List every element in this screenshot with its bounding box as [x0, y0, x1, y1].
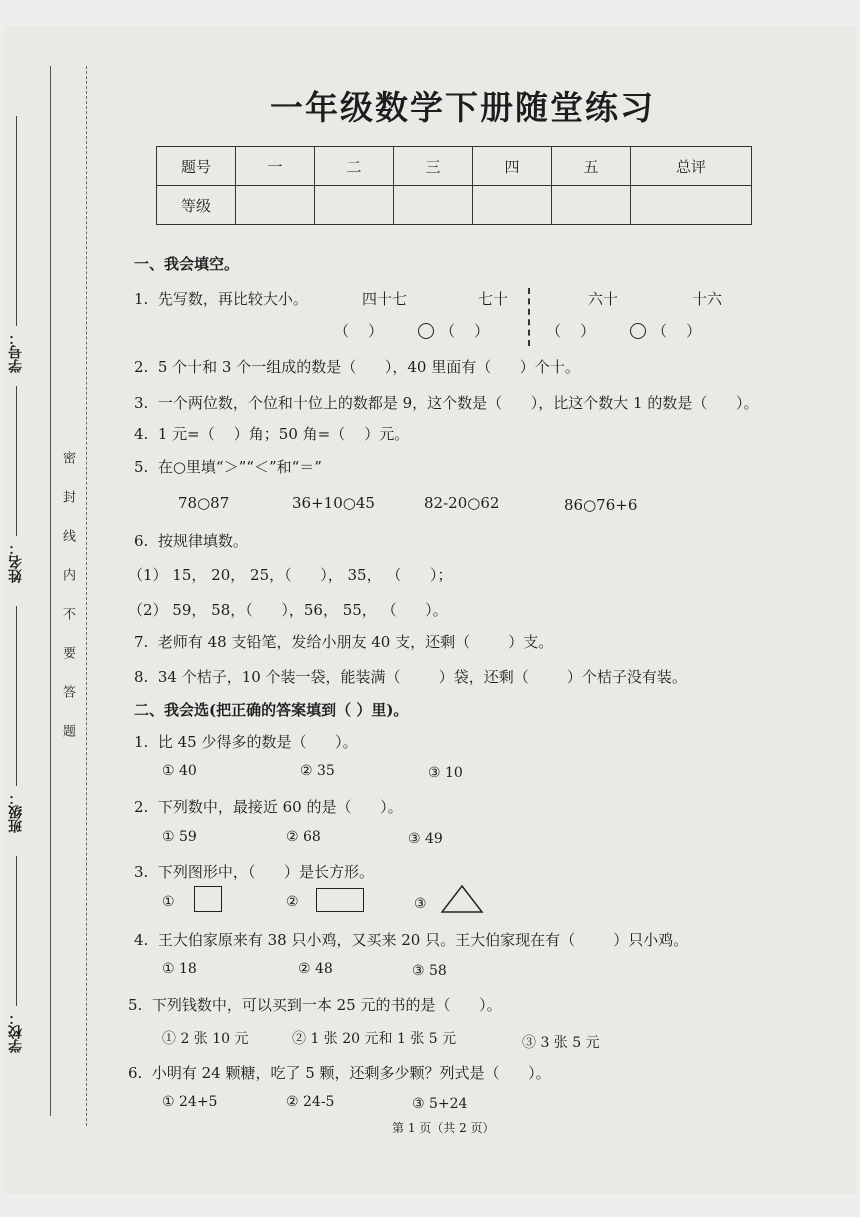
s2-q5-option[interactable]: ③ 3 张 5 元 [522, 1035, 600, 1051]
binding-solid-line [50, 66, 51, 1116]
binding-margin [4, 26, 94, 1194]
score-header-row [157, 147, 752, 186]
grade-cell[interactable] [552, 186, 631, 225]
q1-answer-blank[interactable]: （ ） [440, 322, 490, 340]
binding-notice: 密封线内不要答题 [60, 451, 75, 763]
s2-q2-text: 2. 下列数中，最接近 60 的是（ ）。 [134, 798, 403, 816]
q1-answer-blank[interactable]: （ ） [652, 322, 702, 340]
section1-heading: 一、我会填空。 [134, 255, 240, 273]
score-header-cell: 四 [473, 147, 552, 186]
s2-q3-option[interactable]: ② [286, 894, 299, 910]
s2-q1-option[interactable]: ① 40 [162, 763, 197, 779]
grade-cell[interactable] [394, 186, 473, 225]
grade-cell[interactable] [236, 186, 315, 225]
grade-row-label: 等级 [157, 186, 236, 225]
q1-word-1: 四十七 [362, 290, 408, 308]
s2-q2-option[interactable]: ② 68 [286, 829, 321, 845]
s2-q3-option[interactable]: ③ [414, 896, 427, 912]
score-grade-row [157, 186, 752, 225]
s2-q1-option[interactable]: ② 35 [300, 763, 335, 779]
score-header-cell: 总评 [631, 147, 752, 186]
s2-q6-text: 6. 小明有 24 颗糖，吃了 5 颗，还剩多少颗？列式是（ ）。 [128, 1064, 551, 1082]
q1-word-3: 六十 [588, 290, 619, 308]
score-header-cell: 五 [552, 147, 631, 186]
rectangle-shape [316, 888, 364, 912]
q1-word-4: 十六 [692, 290, 723, 308]
s2-q6-option[interactable]: ① 24+5 [162, 1094, 218, 1110]
page-footer: 第 1 页（共 2 页） [392, 1121, 495, 1135]
q8-text: 8. 34 个桔子，10 个装一袋，能装满（ ）袋，还剩（ ）个桔子没有装。 [134, 668, 687, 686]
q7-text: 7. 老师有 48 支铅笔，发给小朋友 40 支，还剩（ ）支。 [134, 633, 554, 651]
s2-q4-text: 4. 王大伯家原来有 38 只小鸡，又买来 20 只。王大伯家现在有（ ）只小鸡。 [134, 931, 689, 949]
section2-heading: 二、我会选(把正确的答案填到（ ）里)。 [134, 701, 409, 719]
s2-q5-text: 5. 下列钱数中，可以买到一本 25 元的书的是（ ）。 [128, 996, 502, 1014]
q1-word-2: 七十 [478, 290, 509, 308]
student-id-label: 学号： [8, 331, 24, 373]
score-header-cell: 题号 [157, 147, 236, 186]
q4-text: 4. 1 元=（ ）角；50 角=（ ）元。 [134, 425, 410, 443]
s2-q1-text: 1. 比 45 少得多的数是（ ）。 [134, 733, 358, 751]
school-blank[interactable] [16, 856, 17, 1006]
grade-cell[interactable] [315, 186, 394, 225]
q1-answer-blank[interactable]: （ ） [334, 322, 384, 340]
grade-cell[interactable] [631, 186, 752, 225]
q2-text: 2. 5 个十和 3 个一组成的数是（ ），40 里面有（ ）个十。 [134, 358, 580, 376]
compare-circle[interactable] [630, 323, 646, 339]
school-label: 学校： [8, 1011, 24, 1053]
s2-q4-option[interactable]: ① 18 [162, 961, 197, 977]
score-header-cell: 一 [236, 147, 315, 186]
s2-q5-option[interactable]: ② 1 张 20 元和 1 张 5 元 [292, 1031, 457, 1047]
score-header-cell: 三 [394, 147, 473, 186]
q1-text: 1. 先写数，再比较大小。 [134, 290, 308, 308]
q6-part-2: （2） 59， 58，（ ），56， 55， （ ）。 [128, 601, 448, 619]
class-blank[interactable] [16, 606, 17, 786]
class-label: 班级： [8, 791, 24, 833]
s2-q3-text: 3. 下列图形中，（ ）是长方形。 [134, 863, 374, 881]
q3-text: 3. 一个两位数，个位和十位上的数都是 9，这个数是（ ），比这个数大 1 的数是（ ）。 [134, 394, 759, 412]
s2-q6-option[interactable]: ③ 5+24 [412, 1096, 468, 1112]
s2-q5-option[interactable]: ① 2 张 10 元 [162, 1031, 249, 1047]
name-label: 姓名： [8, 541, 24, 583]
s2-q2-option[interactable]: ③ 49 [408, 831, 443, 847]
s2-q4-option[interactable]: ② 48 [298, 961, 333, 977]
q5-item: 36+10○45 [292, 494, 375, 512]
student-id-blank[interactable] [16, 116, 17, 326]
q6-text: 6. 按规律填数。 [134, 532, 248, 550]
score-header-cell: 二 [315, 147, 394, 186]
q1-answer-blank[interactable]: （ ） [546, 322, 596, 340]
binding-dashed-line [86, 66, 87, 1126]
exam-title: 一年级数学下册随堂练习 [270, 88, 655, 127]
q5-text: 5. 在○里填“＞”“＜”和“＝” [134, 458, 322, 476]
grade-cell[interactable] [473, 186, 552, 225]
score-table [156, 146, 752, 225]
s2-q1-option[interactable]: ③ 10 [428, 765, 463, 781]
exam-paper [4, 26, 856, 1194]
triangle-shape [440, 884, 484, 914]
q5-item: 78○87 [178, 494, 230, 512]
s2-q6-option[interactable]: ② 24-5 [286, 1094, 335, 1110]
compare-circle[interactable] [418, 323, 434, 339]
q6-part-1: （1） 15， 20， 25，（ ）， 35， （ ）； [128, 566, 453, 584]
square-shape [194, 886, 222, 912]
s2-q2-option[interactable]: ① 59 [162, 829, 197, 845]
s2-q3-option[interactable]: ① [162, 894, 175, 910]
q5-item: 86○76+6 [564, 496, 638, 514]
q5-item: 82-20○62 [424, 494, 500, 512]
name-blank[interactable] [16, 386, 17, 536]
s2-q4-option[interactable]: ③ 58 [412, 963, 447, 979]
q1-divider [528, 288, 530, 346]
